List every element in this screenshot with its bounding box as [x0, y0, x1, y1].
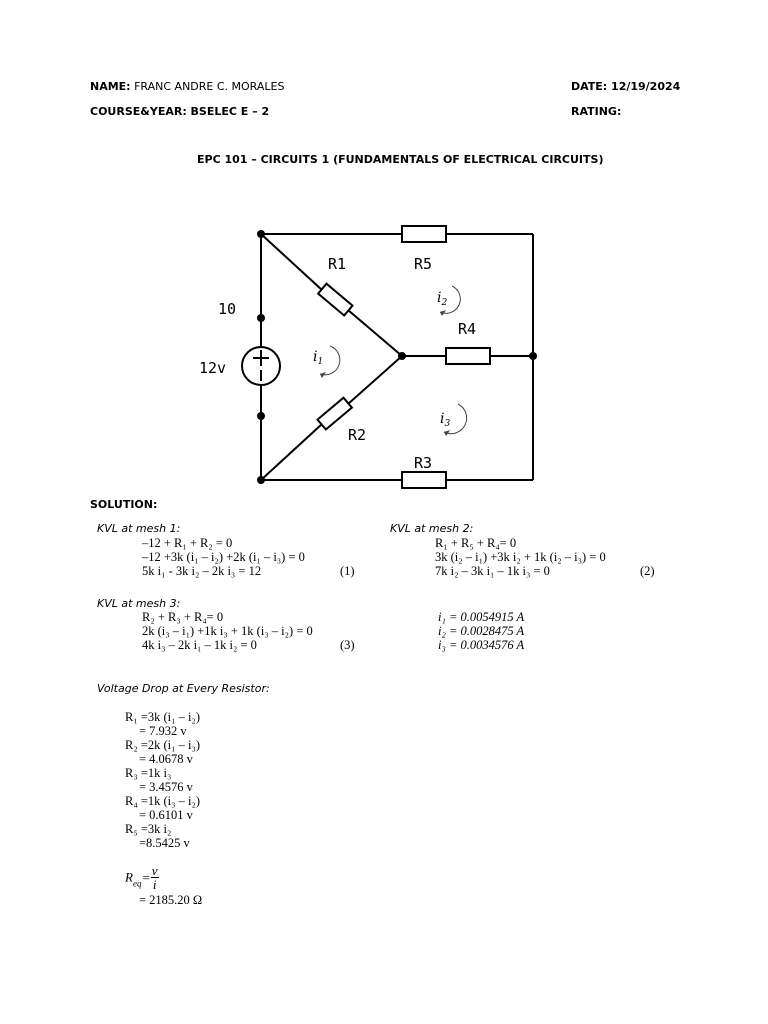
r1-drop-eq: R₁ =3k (i₁ – i₂): [125, 710, 200, 724]
r4-drop-eq: R₄ =1k (i₃ – i₂): [125, 794, 200, 808]
r5-drop-value: =8.5425 v: [139, 836, 190, 850]
current-i2: i₂ = 0.0028475 A: [438, 624, 525, 638]
mesh3-line1: R₂ + R₃ + R₄= 0: [142, 610, 224, 624]
current-i1: i₁ = 0.0054915 A: [438, 610, 525, 624]
mesh3-eq-number: (3): [340, 638, 355, 652]
node-top-left: [257, 230, 265, 238]
mesh2-heading: KVL at mesh 2:: [390, 522, 474, 535]
label-r5: R5: [414, 255, 433, 273]
document-title: EPC 101 – CIRCUITS 1 (FUNDAMENTALS OF ELECTRICAL CIRCUITS): [197, 153, 604, 166]
resistor-r1: [318, 284, 352, 316]
req-denominator: i: [152, 877, 157, 892]
solution-label: SOLUTION:: [90, 498, 158, 511]
mesh1-heading: KVL at mesh 1:: [97, 522, 181, 535]
label-r1: R1: [328, 255, 347, 273]
mesh2-line3: 7k i₂ – 3k i₁ – 1k i₃ = 0: [435, 564, 550, 578]
voltage-heading: Voltage Drop at Every Resistor:: [97, 682, 270, 695]
r3-drop-eq: R₃ =1k i₃: [125, 766, 172, 780]
label-r3: R3: [414, 454, 433, 472]
rating-label: RATING:: [571, 105, 622, 118]
mesh1-line3: 5k i₁ - 3k i₂ – 2k i₃ = 12: [142, 564, 262, 578]
circuit-diagram: [190, 215, 560, 500]
req-value: = 2185.20 Ω: [139, 893, 203, 907]
r1-lead-b: [348, 310, 402, 356]
course-year-label: COURSE&YEAR: BSELEC E – 2: [90, 105, 270, 118]
name-label: NAME:: [90, 80, 131, 93]
resistor-r3: [402, 472, 446, 488]
r2-lead-a: [261, 424, 322, 480]
date-label: DATE: 12/19/2024: [571, 80, 681, 93]
resistor-r2: [317, 398, 351, 430]
req-lhs: R: [125, 869, 133, 885]
node-right: [529, 352, 537, 360]
node-source-top: [257, 314, 265, 322]
r2-lead-b: [348, 356, 402, 404]
label-ten: 10: [218, 300, 237, 318]
req-equals: =: [142, 869, 150, 885]
req-fraction: [151, 864, 159, 891]
mesh3-line3: 4k i₃ – 2k i₁ – 1k i₂ = 0: [142, 638, 257, 652]
mesh3-heading: KVL at mesh 3:: [97, 597, 181, 610]
node-center: [398, 352, 406, 360]
label-source: 12v: [199, 359, 227, 377]
r3-drop-value: = 3.4576 v: [139, 780, 193, 794]
r2-drop-value: = 4.0678 v: [139, 752, 193, 766]
r4-drop-value: = 0.6101 v: [139, 808, 193, 822]
r5-drop-eq: R₅ =3k i₂: [125, 822, 172, 836]
node-source-bottom: [257, 412, 265, 420]
label-r4: R4: [458, 320, 477, 338]
mesh2-line2: 3k (i₂ – i₁) +3k i₂ + 1k (i₂ – i₃) = 0: [435, 550, 606, 564]
req-lhs-sub: eq: [132, 878, 142, 889]
name-value: FRANC ANDRE C. MORALES: [134, 80, 285, 93]
label-i3: $i_3$: [440, 411, 451, 429]
r2-drop-eq: R₂ =2k (i₁ – i₃): [125, 738, 200, 752]
label-r2: R2: [348, 426, 367, 444]
mesh3-line2: 2k (i₃ – i₁) +1k i₃ + 1k (i₃ – i₂) = 0: [142, 624, 313, 638]
node-bottom-left: [257, 476, 265, 484]
req-equation: [125, 864, 159, 891]
mesh2-line1: R₁ + R₅ + R₄= 0: [435, 536, 517, 550]
current-i3: i₃ = 0.0034576 A: [438, 638, 525, 652]
mesh1-eq-number: (1): [340, 564, 355, 578]
mesh2-eq-number: (2): [640, 564, 655, 578]
mesh1-line1: –12 + R₁ + R₂ = 0: [142, 536, 233, 550]
label-i2: $i_2$: [437, 290, 448, 308]
r1-drop-value: = 7.932 v: [139, 724, 187, 738]
resistor-r5: [402, 226, 446, 242]
mesh3-arrowhead: [444, 430, 450, 436]
req-numerator: v: [151, 863, 158, 878]
label-i1: $i_1$: [313, 349, 324, 367]
r1-lead-a: [261, 234, 322, 290]
mesh1-line2: –12 +3k (i₁ – i₂) +2k (i₁ – i₃) = 0: [142, 550, 305, 564]
resistor-r4: [446, 348, 490, 364]
name-line: [90, 80, 284, 93]
